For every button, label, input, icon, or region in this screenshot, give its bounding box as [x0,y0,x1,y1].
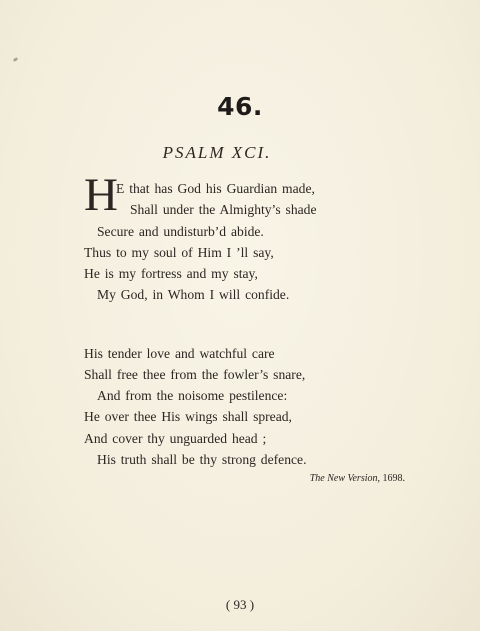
drop-cap: H [84,169,118,221]
stanza-1-line-4: Thus to my soul of Him I ’ll say, [84,245,274,260]
stanza-2-line-3: And from the noisome pestilence: [97,388,288,403]
ink-smudge [13,57,19,62]
stanza-2-line-1: His tender love and watchful care [84,346,275,361]
attribution-year: 1698. [382,473,405,484]
stanza-2-line-6: His truth shall be thy strong defence. [97,452,307,467]
stanza-2-line-5: And cover thy unguarded head ; [84,431,267,446]
stanza-1-line-2: Shall under the Almighty’s shade [130,202,317,217]
stanza-1-line-1: E that has God his Guardian made, [116,181,315,196]
stanza-1-line-5: He is my fortress and my stay, [84,266,258,281]
stanza-1-line-3: Secure and undisturb’d abide. [97,224,264,239]
attribution-source: The New Version, [309,473,380,484]
stanza-1-line-6: My God, in Whom I will confide. [97,287,290,302]
attribution [310,473,405,484]
hymn-number: 46. [217,92,263,121]
page-number: ( 93 ) [225,597,255,612]
stanza-2-line-2: Shall free thee from the fowler’s snare, [84,367,306,382]
stanza-2-line-4: He over thee His wings shall spread, [84,409,292,424]
hymn-title: PSALM XCI. [162,143,272,162]
